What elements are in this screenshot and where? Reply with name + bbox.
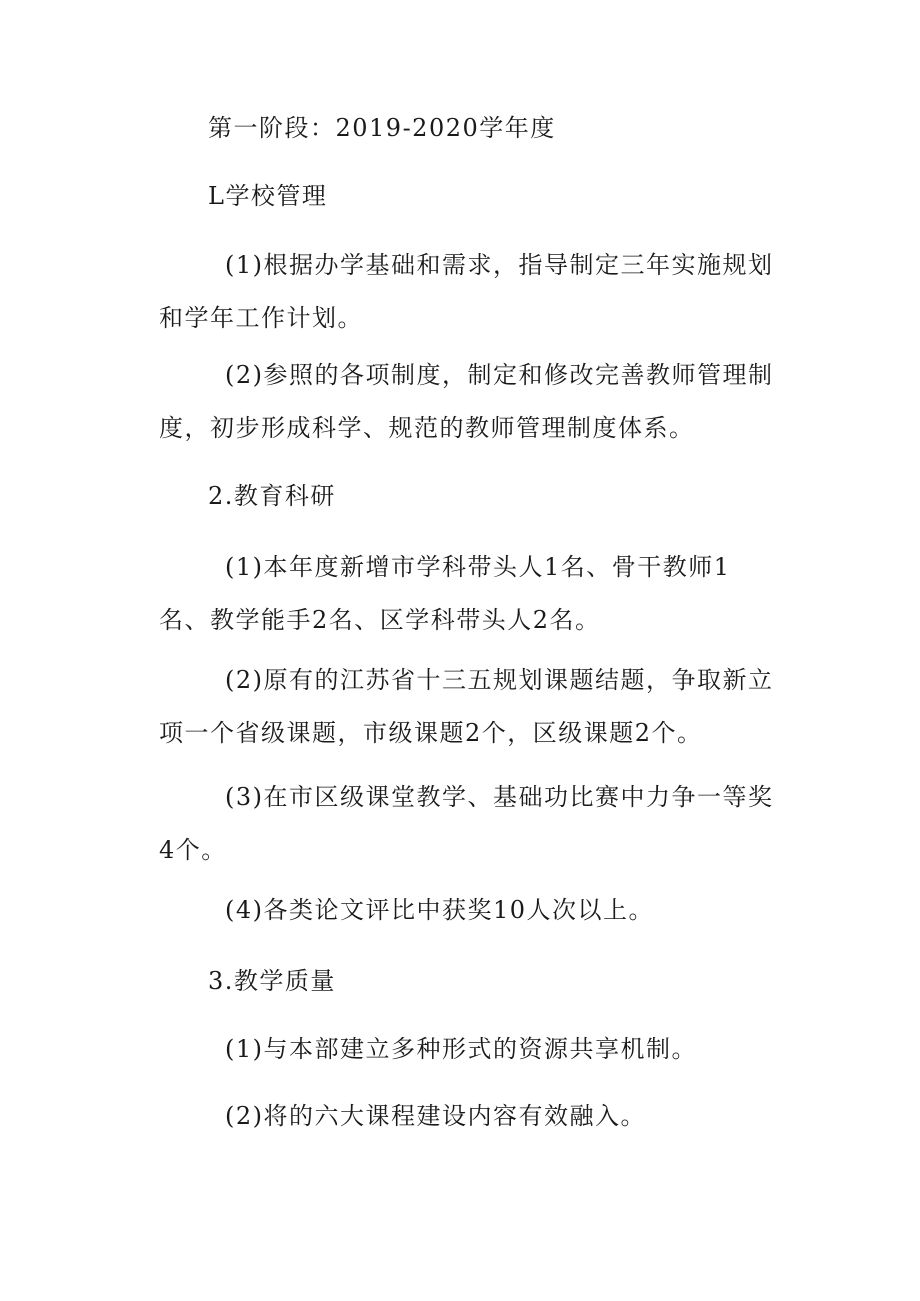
- section-heading-school-management: L学校管理: [208, 182, 328, 210]
- paragraph-item: (1)根据办学基础和需求，指导制定三年实施规划和学年工作计划。: [159, 251, 774, 332]
- paragraph-item: (1)与本部建立多种形式的资源共享机制。: [225, 1035, 697, 1063]
- paragraph-item: (2)原有的江苏省十三五规划课题结题，争取新立项一个省级课题，市级课题2个，区级课题2个。: [159, 666, 774, 747]
- paragraph-item: (2)将的六大课程建设内容有效融入。: [225, 1102, 646, 1130]
- paragraph-item: (4)各类论文评比中获奖10人次以上。: [225, 896, 655, 924]
- stage-heading: 第一阶段：2019-2020学年度: [208, 114, 556, 142]
- paragraph-item: (2)参照的各项制度，制定和修改完善教师管理制度，初步形成科学、规范的教师管理制度体系。: [159, 361, 774, 442]
- section-heading-research: 2.教育科研: [208, 482, 336, 510]
- paragraph-item: (3)在市区级课堂教学、基础功比赛中力争一等奖4个。: [159, 783, 774, 864]
- paragraph-item: (1)本年度新增市学科带头人1名、骨干教师1名、教学能手2名、区学科带头人2名。: [159, 553, 731, 634]
- section-heading-teaching-quality: 3.教学质量: [208, 967, 336, 995]
